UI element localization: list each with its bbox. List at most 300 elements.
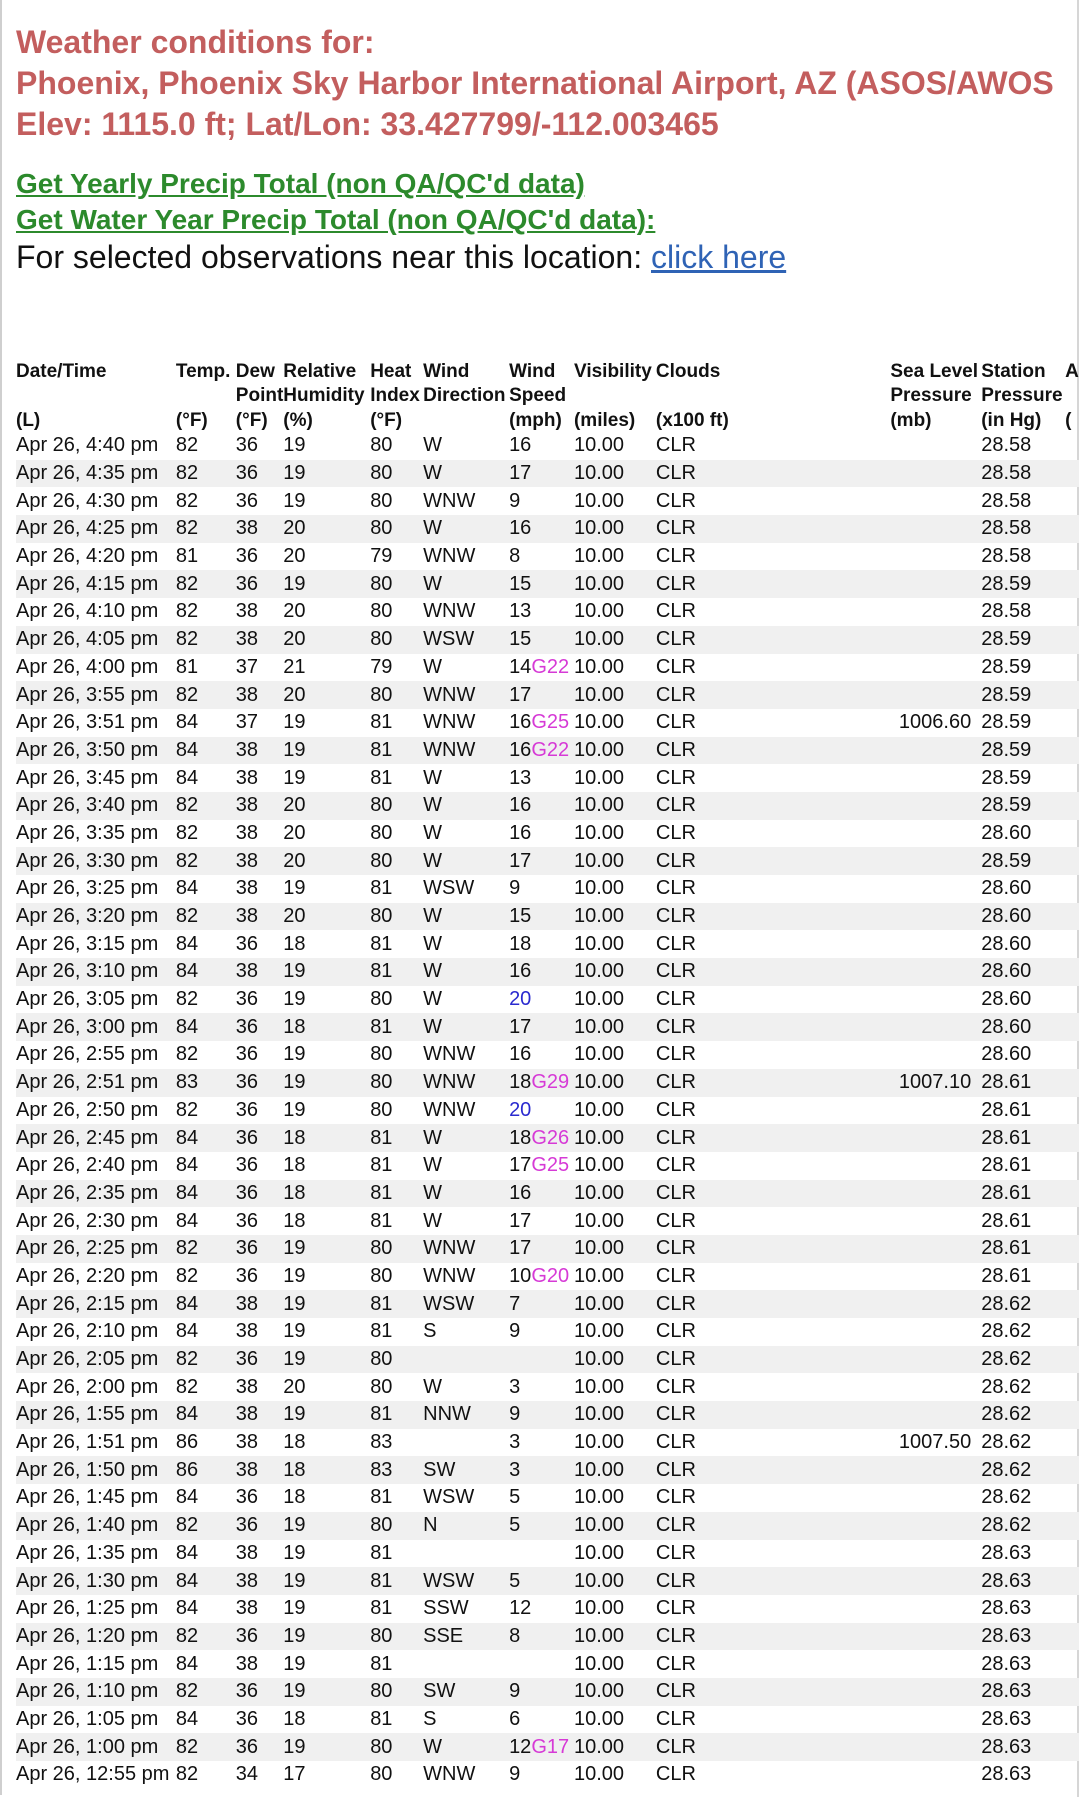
- cell-more: [1065, 820, 1079, 848]
- cell-dew: 38: [236, 903, 283, 931]
- cell-slp: 1007.10: [890, 1069, 981, 1097]
- cell-vis: 10.00: [573, 1098, 625, 1121]
- cell-rh: 19: [283, 1623, 370, 1651]
- cell-heat: 81: [370, 1652, 393, 1675]
- cell-vis: 10.00: [573, 1264, 625, 1287]
- cell-wspd: [509, 543, 574, 571]
- cell-heat: 79: [370, 655, 393, 678]
- cell-datetime: Apr 26, 1:10 pm: [16, 1678, 176, 1706]
- cell-wspd: [509, 1429, 574, 1457]
- table-row: [16, 1540, 1079, 1568]
- unit-temp: (°F): [175, 410, 208, 431]
- cell-more: [1065, 1290, 1079, 1318]
- cell-stp: 28.62: [981, 1346, 1065, 1374]
- cell-wdir: W: [423, 903, 509, 931]
- cell-wspd: [509, 1346, 574, 1374]
- cell-temp: 82: [176, 460, 236, 488]
- cell-temp: 84: [176, 1290, 236, 1318]
- cell-wdir: W: [423, 1124, 509, 1152]
- cell-wdir: SW: [423, 1456, 509, 1484]
- cell-heat: 80: [370, 681, 423, 709]
- cell-wspd: [509, 709, 574, 737]
- cell-dew: 38: [236, 1290, 283, 1318]
- cell-stp: 28.63: [981, 1763, 1032, 1786]
- cell-temp: 84: [176, 1567, 236, 1595]
- cell-heat: 81: [370, 1597, 393, 1620]
- selected-observations-text: For selected observations near this location:: [16, 239, 651, 275]
- cell-more: [1065, 1124, 1079, 1152]
- cell-vis: 10.00: [574, 958, 656, 986]
- cell-clouds: CLR: [655, 655, 696, 678]
- cell-vis: 10.00: [573, 711, 625, 734]
- cell-dew: 38: [236, 737, 283, 765]
- cell-temp: 84: [175, 1541, 199, 1564]
- cell-rh: 20: [283, 626, 370, 654]
- cell-slp: [890, 1484, 981, 1512]
- cell-stp: 28.63: [981, 1733, 1065, 1761]
- cell-temp: 84: [176, 1401, 236, 1429]
- table-row: [16, 1152, 1079, 1180]
- cell-wspd: [509, 515, 574, 543]
- cell-slp: [890, 1346, 981, 1374]
- cell-temp: 82: [176, 792, 236, 820]
- cell-dew: 36: [236, 1124, 283, 1152]
- cell-wdir: W: [423, 1154, 443, 1177]
- cell-dew: 36: [236, 1733, 283, 1761]
- cell-clouds: CLR: [655, 766, 696, 789]
- cell-vis: 10.00: [574, 515, 656, 543]
- cell-wdir: WSW: [423, 1290, 509, 1318]
- cell-wdir: W: [423, 570, 509, 598]
- cell-vis: 10.00: [573, 1320, 625, 1343]
- cell-heat: 80: [370, 1043, 393, 1066]
- cell-stp: 28.60: [981, 903, 1065, 931]
- cell-wspd: [509, 764, 574, 792]
- cell-rh: 20: [283, 600, 306, 623]
- unit-vis: (miles): [573, 410, 636, 431]
- cell-slp: [890, 1180, 981, 1208]
- cell-more: [1065, 1733, 1079, 1761]
- cell-rh: 19: [283, 766, 306, 789]
- cell-stp: 28.60: [981, 988, 1032, 1011]
- cell-wdir: WSW: [423, 626, 509, 654]
- station-name: Phoenix, Phoenix Sky Harbor International Airport, AZ (ASOS/AWOS: [16, 65, 1054, 101]
- cell-slp: [890, 875, 981, 903]
- cell-wspd: [509, 1373, 574, 1401]
- cell-dew: 38: [235, 877, 259, 900]
- table-row: [16, 1263, 1079, 1291]
- cell-wspd: [509, 1567, 574, 1595]
- col-wspd: Wind Speed: [509, 361, 567, 406]
- cell-wspd: [509, 1124, 574, 1152]
- cell-rh: 20: [283, 515, 370, 543]
- cell-vis: 10.00: [573, 932, 625, 955]
- cell-more: [1065, 681, 1079, 709]
- cell-wspd: [509, 792, 574, 820]
- cell-vis: 10.00: [574, 460, 656, 488]
- cell-rh: 18: [283, 1209, 306, 1232]
- cell-vis: 10.00: [574, 1235, 656, 1263]
- wind-speed-value: 16: [509, 711, 532, 734]
- unit-wspd: (mph): [509, 410, 562, 431]
- cell-vis: 10.00: [574, 1401, 656, 1429]
- cell-heat: 81: [370, 932, 393, 955]
- header-title: Weather conditions for:: [16, 24, 375, 60]
- cell-vis: 10.00: [573, 877, 625, 900]
- cell-vis: 10.00: [574, 1456, 656, 1484]
- wind-speed-value: 16: [509, 1043, 532, 1066]
- cell-dew: 36: [235, 988, 259, 1011]
- cell-dew: 36: [236, 460, 283, 488]
- cell-wspd: [509, 1013, 574, 1041]
- wind-gust-value: G22: [531, 738, 570, 761]
- cell-wspd: [509, 460, 574, 488]
- cell-wspd: [509, 1207, 574, 1235]
- cell-clouds: CLR: [656, 1013, 890, 1041]
- table-row: [16, 598, 1079, 626]
- cell-clouds: CLR: [656, 1124, 890, 1152]
- cell-slp: [890, 820, 981, 848]
- cell-vis: 10.00: [573, 600, 625, 623]
- cell-heat: 81: [370, 1320, 393, 1343]
- cell-stp: 28.63: [981, 1678, 1065, 1706]
- cell-more: [1065, 626, 1079, 654]
- cell-clouds: CLR: [656, 1069, 890, 1097]
- cell-slp: [890, 1456, 981, 1484]
- cell-more: [1065, 930, 1079, 958]
- table-row: [16, 737, 1079, 765]
- wind-speed-value: 9: [509, 1403, 521, 1426]
- cell-rh: 18: [283, 1180, 370, 1208]
- cell-clouds: CLR: [656, 1401, 890, 1429]
- cell-stp: 28.59: [981, 847, 1065, 875]
- cell-dew: 36: [236, 1235, 283, 1263]
- cell-dew: 36: [236, 1678, 283, 1706]
- cell-stp: 28.61: [981, 1098, 1032, 1121]
- cell-clouds: CLR: [655, 1431, 696, 1454]
- cell-wdir: WSW: [423, 1486, 475, 1509]
- cell-datetime: Apr 26, 2:55 pm: [16, 1043, 159, 1066]
- cell-stp: 28.60: [981, 1043, 1032, 1066]
- cell-wspd: [509, 1678, 574, 1706]
- cell-stp: 28.59: [981, 766, 1032, 789]
- cell-wspd: [509, 1152, 574, 1180]
- cell-vis: 10.00: [574, 1346, 656, 1374]
- cell-temp: 82: [176, 1623, 236, 1651]
- table-row: [16, 654, 1079, 682]
- cell-heat: 80: [370, 1733, 423, 1761]
- cell-clouds: CLR: [655, 600, 696, 623]
- cell-dew: 36: [236, 1013, 283, 1041]
- cell-vis: 10.00: [574, 1733, 656, 1761]
- unit-rh: (%): [283, 410, 313, 431]
- wind-speed-value: 12: [509, 1597, 532, 1620]
- cell-temp: 84: [176, 958, 236, 986]
- cell-heat: 80: [370, 847, 423, 875]
- unit-datetime: (L): [16, 410, 41, 431]
- cell-heat: 80: [370, 460, 423, 488]
- cell-vis: 10.00: [573, 1209, 625, 1232]
- cell-more: [1065, 1373, 1079, 1401]
- cell-stp: 28.62: [981, 1456, 1065, 1484]
- cell-rh: 19: [283, 1733, 370, 1761]
- table-row: [16, 1013, 1079, 1041]
- cell-rh: 19: [283, 1597, 306, 1620]
- cell-wspd: [509, 820, 574, 848]
- cell-heat: 81: [370, 1290, 423, 1318]
- cell-wdir: W: [423, 1375, 443, 1398]
- cell-dew: 36: [236, 1069, 283, 1097]
- yearly-precip-link[interactable]: Get Yearly Precip Total (non QA/QC'd data): [16, 168, 585, 199]
- table-row: [16, 1623, 1079, 1651]
- cell-wdir: W: [423, 932, 443, 955]
- wind-speed-value: 18: [509, 1126, 532, 1149]
- cell-vis: 10.00: [573, 1154, 625, 1177]
- table-row: [16, 847, 1079, 875]
- wind-speed-value: 8: [509, 1624, 521, 1647]
- cell-heat: 80: [370, 1235, 423, 1263]
- col-rh: Relative Humidity: [283, 361, 365, 406]
- table-row: [16, 958, 1079, 986]
- unit-heat: (°F): [370, 410, 403, 431]
- cell-clouds: CLR: [655, 1043, 696, 1066]
- cell-temp: 82: [175, 988, 199, 1011]
- cell-wspd: [509, 1401, 574, 1429]
- cell-dew: 38: [236, 1567, 283, 1595]
- cell-vis: 10.00: [573, 1431, 625, 1454]
- cell-clouds: CLR: [656, 681, 890, 709]
- cell-stp: 28.62: [981, 1290, 1065, 1318]
- table-row: [16, 1041, 1079, 1069]
- cell-stp: 28.63: [981, 1567, 1065, 1595]
- cell-vis: 10.00: [573, 1652, 625, 1675]
- cell-heat: 80: [370, 1512, 423, 1540]
- cell-heat: 80: [370, 988, 393, 1011]
- cell-dew: 37: [235, 711, 259, 734]
- table-row: [16, 681, 1079, 709]
- table-row: [16, 1207, 1079, 1235]
- cell-dew: 38: [235, 1652, 259, 1675]
- cell-wspd: [509, 1235, 574, 1263]
- cell-clouds: CLR: [655, 988, 696, 1011]
- cell-dew: 36: [235, 1486, 259, 1509]
- cell-datetime: Apr 26, 3:20 pm: [16, 903, 176, 931]
- cell-slp: [890, 764, 981, 792]
- cell-clouds: CLR: [655, 1154, 696, 1177]
- cell-slp: [890, 1401, 981, 1429]
- cell-datetime: Apr 26, 1:00 pm: [16, 1733, 176, 1761]
- cell-vis: 10.00: [573, 1597, 625, 1620]
- cell-dew: 38: [235, 1320, 259, 1343]
- cell-vis: 10.00: [574, 1180, 656, 1208]
- cell-datetime: Apr 26, 1:55 pm: [16, 1401, 176, 1429]
- cell-temp: 82: [176, 1512, 236, 1540]
- cell-rh: 19: [283, 1346, 370, 1374]
- observations-body: [16, 432, 1079, 1789]
- cell-rh: 19: [283, 1541, 306, 1564]
- click-here-link[interactable]: click here: [651, 239, 787, 275]
- cell-wdir: W: [423, 1180, 509, 1208]
- cell-rh: 19: [283, 1043, 306, 1066]
- wind-speed-value: 5: [509, 1486, 521, 1509]
- cell-heat: 79: [370, 545, 393, 568]
- cell-wspd: [509, 626, 574, 654]
- unit-wdir: [423, 410, 509, 432]
- cell-more: [1065, 1650, 1079, 1678]
- col-temp: Temp.: [175, 361, 231, 382]
- cell-stp: 28.62: [981, 1320, 1032, 1343]
- col-datetime: Date/Time: [16, 361, 107, 382]
- cell-vis: 10.00: [574, 1290, 656, 1318]
- cell-heat: 80: [370, 1678, 423, 1706]
- cell-more: [1065, 1678, 1079, 1706]
- cell-datetime: Apr 26, 3:50 pm: [16, 737, 176, 765]
- cell-wspd: [509, 487, 574, 515]
- table-row: [16, 487, 1079, 515]
- cell-more: [1065, 1041, 1079, 1069]
- cell-wspd: [509, 903, 574, 931]
- cell-clouds: CLR: [656, 626, 890, 654]
- cell-wdir: W: [423, 792, 509, 820]
- table-row: [16, 903, 1079, 931]
- cell-wspd: [509, 1456, 574, 1484]
- cell-datetime: Apr 26, 1:15 pm: [16, 1652, 159, 1675]
- cell-rh: 19: [283, 1098, 306, 1121]
- cell-datetime: Apr 26, 4:15 pm: [16, 570, 176, 598]
- cell-more: [1065, 1152, 1079, 1180]
- cell-rh: 19: [283, 1290, 370, 1318]
- cell-datetime: Apr 26, 4:30 pm: [16, 489, 159, 512]
- wind-speed-value: 3: [509, 1375, 521, 1398]
- cell-stp: 28.61: [981, 1209, 1032, 1232]
- cell-slp: [890, 1124, 981, 1152]
- cell-vis: 10.00: [574, 1512, 656, 1540]
- wind-speed-value: 17: [509, 683, 532, 706]
- cell-vis: 10.00: [574, 1567, 656, 1595]
- water-year-precip-link[interactable]: Get Water Year Precip Total (non QA/QC'd data):: [16, 204, 656, 235]
- wind-gust-value: G20: [531, 1264, 570, 1287]
- cell-temp: 84: [176, 1124, 236, 1152]
- cell-clouds: CLR: [656, 460, 890, 488]
- cell-stp: 28.58: [981, 515, 1065, 543]
- cell-more: [1065, 875, 1079, 903]
- cell-wdir: WNW: [423, 1264, 476, 1287]
- cell-stp: 28.58: [981, 545, 1032, 568]
- cell-rh: 19: [283, 1264, 306, 1287]
- unit-more: (: [1065, 410, 1072, 431]
- cell-stp: 28.61: [981, 1180, 1065, 1208]
- cell-clouds: CLR: [656, 1678, 890, 1706]
- cell-slp: [890, 1013, 981, 1041]
- cell-wdir: [423, 1346, 509, 1374]
- cell-more: [1065, 1346, 1079, 1374]
- cell-wdir: W: [423, 460, 509, 488]
- cell-wdir: WNW: [423, 1069, 509, 1097]
- cell-datetime: Apr 26, 4:35 pm: [16, 460, 176, 488]
- cell-wdir: WNW: [423, 1235, 509, 1263]
- wind-speed-value: 16: [509, 794, 532, 817]
- table-row: [16, 875, 1079, 903]
- cell-vis: 10.00: [573, 821, 625, 844]
- cell-stp: 28.63: [981, 1623, 1065, 1651]
- wind-speed-value: 17: [509, 1237, 532, 1260]
- cell-wspd: [509, 1041, 574, 1069]
- cell-rh: 18: [283, 932, 306, 955]
- cell-dew: 36: [236, 1512, 283, 1540]
- cell-dew: 36: [236, 1623, 283, 1651]
- cell-datetime: Apr 26, 2:00 pm: [16, 1375, 159, 1398]
- cell-stp: 28.62: [981, 1401, 1065, 1429]
- cell-stp: 28.59: [981, 570, 1065, 598]
- cell-more: [1065, 1263, 1079, 1291]
- cell-slp: [890, 681, 981, 709]
- cell-vis: 10.00: [574, 847, 656, 875]
- cell-clouds: CLR: [656, 1623, 890, 1651]
- cell-clouds: CLR: [656, 737, 890, 765]
- cell-stp: 28.58: [981, 434, 1032, 457]
- table-row: [16, 1373, 1079, 1401]
- cell-clouds: CLR: [655, 877, 696, 900]
- cell-heat: 80: [370, 1763, 393, 1786]
- cell-heat: 83: [370, 1431, 393, 1454]
- cell-wdir: [423, 1650, 509, 1678]
- cell-temp: 83: [176, 1069, 236, 1097]
- cell-temp: 82: [176, 570, 236, 598]
- cell-wspd: [509, 1484, 574, 1512]
- cell-temp: 84: [176, 1013, 236, 1041]
- cell-rh: 19: [283, 1320, 306, 1343]
- table-row: [16, 930, 1079, 958]
- cell-clouds: CLR: [656, 1567, 890, 1595]
- cell-wdir: W: [423, 655, 443, 678]
- cell-heat: 80: [370, 792, 423, 820]
- cell-slp: [890, 737, 981, 765]
- cell-more: [1065, 1540, 1079, 1568]
- cell-more: [1065, 1069, 1079, 1097]
- table-row: [16, 432, 1079, 460]
- cell-datetime: Apr 26, 1:20 pm: [16, 1623, 176, 1651]
- table-row: [16, 1124, 1079, 1152]
- wind-speed-value: 13: [509, 600, 532, 623]
- cell-temp: 84: [175, 766, 199, 789]
- cell-vis: 10.00: [573, 988, 625, 1011]
- cell-clouds: CLR: [655, 489, 696, 512]
- cell-temp: 84: [175, 1597, 199, 1620]
- cell-wdir: W: [423, 434, 443, 457]
- cell-clouds: CLR: [655, 932, 696, 955]
- wind-speed-value: 6: [509, 1707, 521, 1730]
- cell-rh: 20: [283, 847, 370, 875]
- cell-wspd: [509, 1069, 574, 1097]
- cell-more: [1065, 1595, 1079, 1623]
- col-slp: Sea Level Pressure: [890, 361, 979, 406]
- cell-heat: 80: [370, 489, 393, 512]
- cell-dew: 38: [235, 821, 259, 844]
- cell-datetime: Apr 26, 3:51 pm: [16, 711, 159, 734]
- cell-wdir: W: [423, 847, 509, 875]
- cell-datetime: Apr 26, 3:15 pm: [16, 932, 159, 955]
- cell-temp: 84: [176, 1180, 236, 1208]
- cell-dew: 38: [235, 1375, 259, 1398]
- wind-speed-value: 9: [509, 1763, 521, 1786]
- cell-rh: 19: [283, 570, 370, 598]
- cell-dew: 38: [236, 1401, 283, 1429]
- cell-rh: 19: [283, 1401, 370, 1429]
- cell-datetime: Apr 26, 4:40 pm: [16, 434, 159, 457]
- cell-slp: [890, 1733, 981, 1761]
- cell-rh: 20: [283, 545, 306, 568]
- cell-datetime: Apr 26, 1:30 pm: [16, 1567, 176, 1595]
